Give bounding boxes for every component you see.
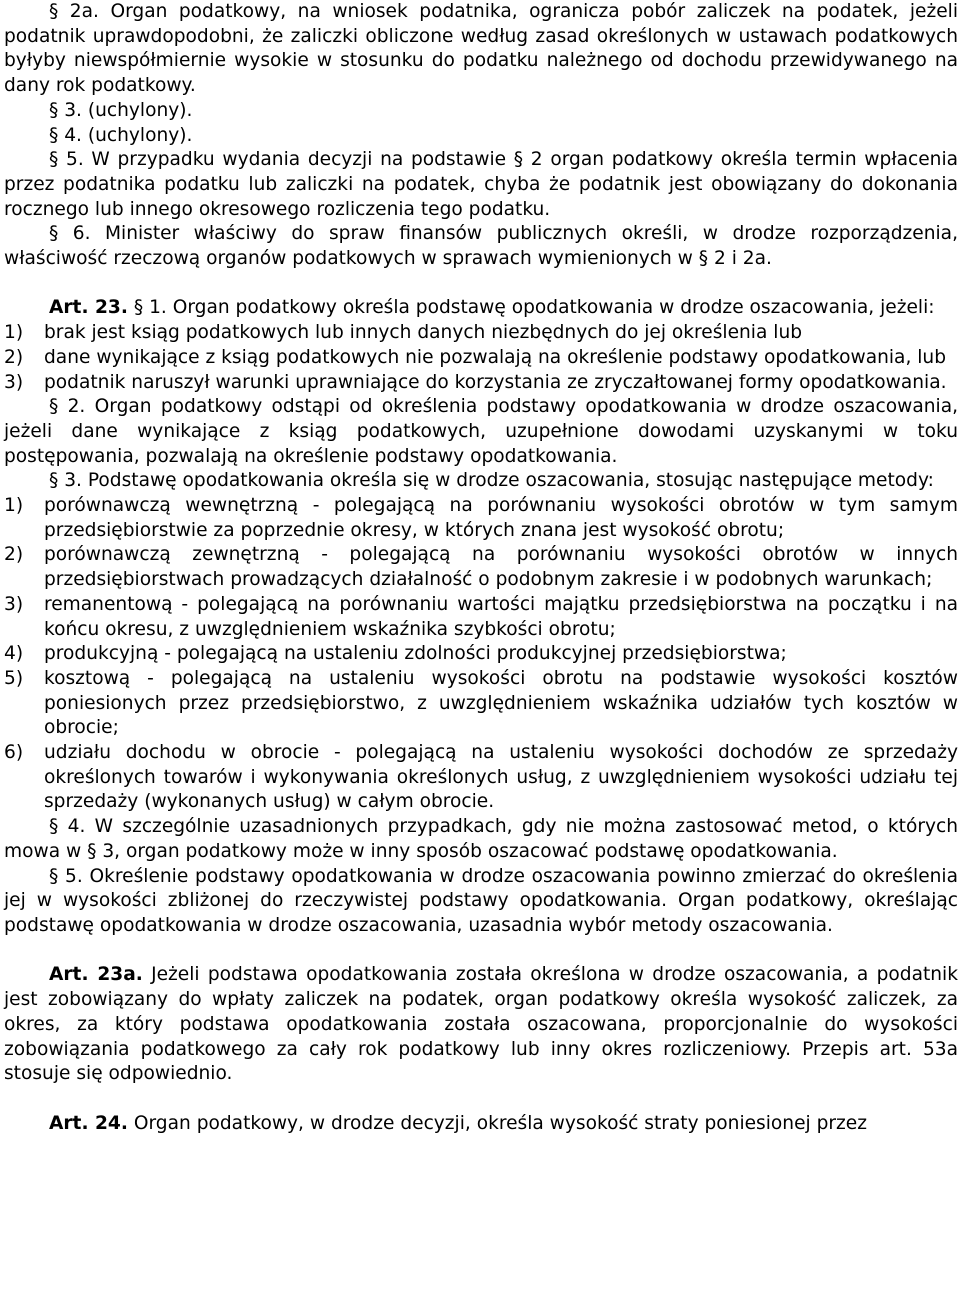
paragraph-4: § 4. (uchylony). [49, 124, 193, 146]
list-item-text: kosztową - polegającą na ustaleniu wysokości obrotu na podstawie wysokości kosztów poniesionych przez przedsiębiorstwo, z uwzględnieniem wskaźnika udziałów tych kosztów w obrocie; [44, 667, 958, 739]
list-item-text: podatnik naruszył warunki uprawniające do korzystania ze zryczałtowanej formy opodatkowania. [44, 371, 947, 393]
list-item-number: 1) [4, 322, 24, 344]
article-23a [4, 963, 958, 1087]
article-23-label: Art. 23. [49, 297, 128, 319]
list-item-number: 3) [4, 371, 24, 393]
list-item-number: 4) [4, 643, 24, 665]
article-24-text: Organ podatkowy, w drodze decyzji, określa wysokość straty poniesionej przez [133, 1112, 867, 1134]
list-item-text: dane wynikające z ksiąg podatkowych nie pozwalają na określenie podstawy opodatkowania, lub [44, 346, 947, 368]
article-23-section-4: § 4. W szczególnie uzasadnionych przypadkach, gdy nie można zastosować metod, o których mowa w § 3, organ podatkowy może w inny sposób oszacować podstawę opodatkowania. [4, 816, 958, 862]
spacer [4, 939, 958, 964]
paragraph-2a: § 2a. Organ podatkowy, na wniosek podatnika, ogranicza pobór zaliczek na podatek, jeżeli podatnik uprawdopodobni, że zaliczki obliczone według zasad określonych w ustawach podatkowych byłyby niewspółmiernie wysokie w stosunku do podatku należnego od dochodu przewidywanego na dany rok podatkowy. [4, 1, 958, 97]
paragraph-5: § 5. W przypadku wydania decyzji na podstawie § 2 organ podatkowy określa termin wpłacenia przez podatnika podatku lub zaliczki na podatek, chyba że podatnik jest obowiązany do dokonania rocznego lub innego okresowego rozliczenia tego podatku. [4, 149, 958, 220]
list-item [4, 667, 958, 741]
list-item-number: 5) [4, 667, 24, 689]
list-item-number: 2) [4, 544, 24, 566]
list-item [4, 494, 958, 543]
article-24-label: Art. 24. [49, 1112, 128, 1134]
list-item-number: 2) [4, 346, 24, 368]
list-item [4, 642, 958, 667]
list-item [4, 371, 958, 396]
article-23a-label: Art. 23a. [49, 964, 143, 986]
article-23a-text: Jeżeli podstawa opodatkowania została określona w drodze oszacowania, a podatnik jest zobowiązany do wpłaty zaliczek na podatek, organ podatkowy określa wysokość zaliczek, za okres, za który podstawa opodatkowania została oszacowana, proporcjonalnie do wysokości zobowiązania podatkowego za cały rok podatkowy lub inny okres rozliczeniowy. Przepis art. 53a stosuje się odpowiednio. [4, 964, 958, 1085]
list-item [4, 346, 958, 371]
list-item-number: 6) [4, 742, 24, 764]
spacer [4, 272, 958, 297]
article-23-section-1 [4, 296, 958, 321]
document-content [4, 0, 958, 1136]
list-item-text: remanentową - polegającą na porównaniu wartości majątku przedsiębiorstwa na początku i na końcu okresu, z uwzględnieniem wskaźnika szybkości obrotu; [44, 593, 958, 640]
article-23-s1-intro: § 1. Organ podatkowy określa podstawę opodatkowania w drodze oszacowania, jeżeli: [133, 297, 935, 319]
list-item [4, 593, 958, 642]
paragraph-6: § 6. Minister właściwy do spraw finansów publicznych określi, w drodze rozporządzenia, właściwość rzeczową organów podatkowych w sprawach wymienionych w § 2 i 2a. [4, 223, 958, 270]
list-item-text: brak jest ksiąg podatkowych lub innych danych niezbędnych do jej określenia lub [44, 322, 803, 344]
spacer [4, 1087, 958, 1112]
list-item-text: porównawczą zewnętrzną - polegającą na porównaniu wysokości obrotów w innych przedsiębiorstwach prowadzących działalność o podobnym zakresie i w podobnych warunkach; [44, 544, 958, 591]
article-24 [4, 1112, 958, 1137]
list-item-text: produkcyjną - polegającą na ustaleniu zdolności produkcyjnej przedsiębiorstwa; [44, 643, 787, 665]
article-23-section-2: § 2. Organ podatkowy odstąpi od określenia podstawy opodatkowania w drodze oszacowania, jeżeli dane wynikające z ksiąg podatkowych, uzupełnione dowodami uzyskanymi w toku postępowania, pozwalają na określenie podstawy opodatkowania. [4, 396, 958, 467]
article-23-section-5: § 5. Określenie podstawy opodatkowania w drodze oszacowania powinno zmierzać do określenia jej w wysokości zbliżonej do rzeczywistej podstawy opodatkowania. Organ podatkowy, określając podstawę opodatkowania w drodze oszacowania, uzasadnia wybór metody oszacowania. [4, 865, 958, 936]
article-23-section-3: § 3. Podstawę opodatkowania określa się w drodze oszacowania, stosując następujące metody: [49, 470, 934, 492]
list-item [4, 543, 958, 592]
list-item-number: 3) [4, 593, 24, 615]
list-item-text: porównawczą wewnętrzną - polegającą na porównaniu wysokości obrotów w tym samym przedsiębiorstwie za poprzednie okresy, w których znana jest wysokość obrotu; [44, 495, 958, 541]
paragraph-3: § 3. (uchylony). [49, 99, 193, 121]
list-item-text: udziału dochodu w obrocie - polegającą na ustaleniu wysokości dochodów ze sprzedaży określonych towarów i wykonywania określonych usług, z uwzględnieniem wysokości udziału tej sprzedaży (wykonanych usług) w całym obrocie. [44, 742, 958, 813]
list-item-number: 1) [4, 495, 24, 517]
list-item [4, 741, 958, 815]
list-item [4, 321, 958, 346]
